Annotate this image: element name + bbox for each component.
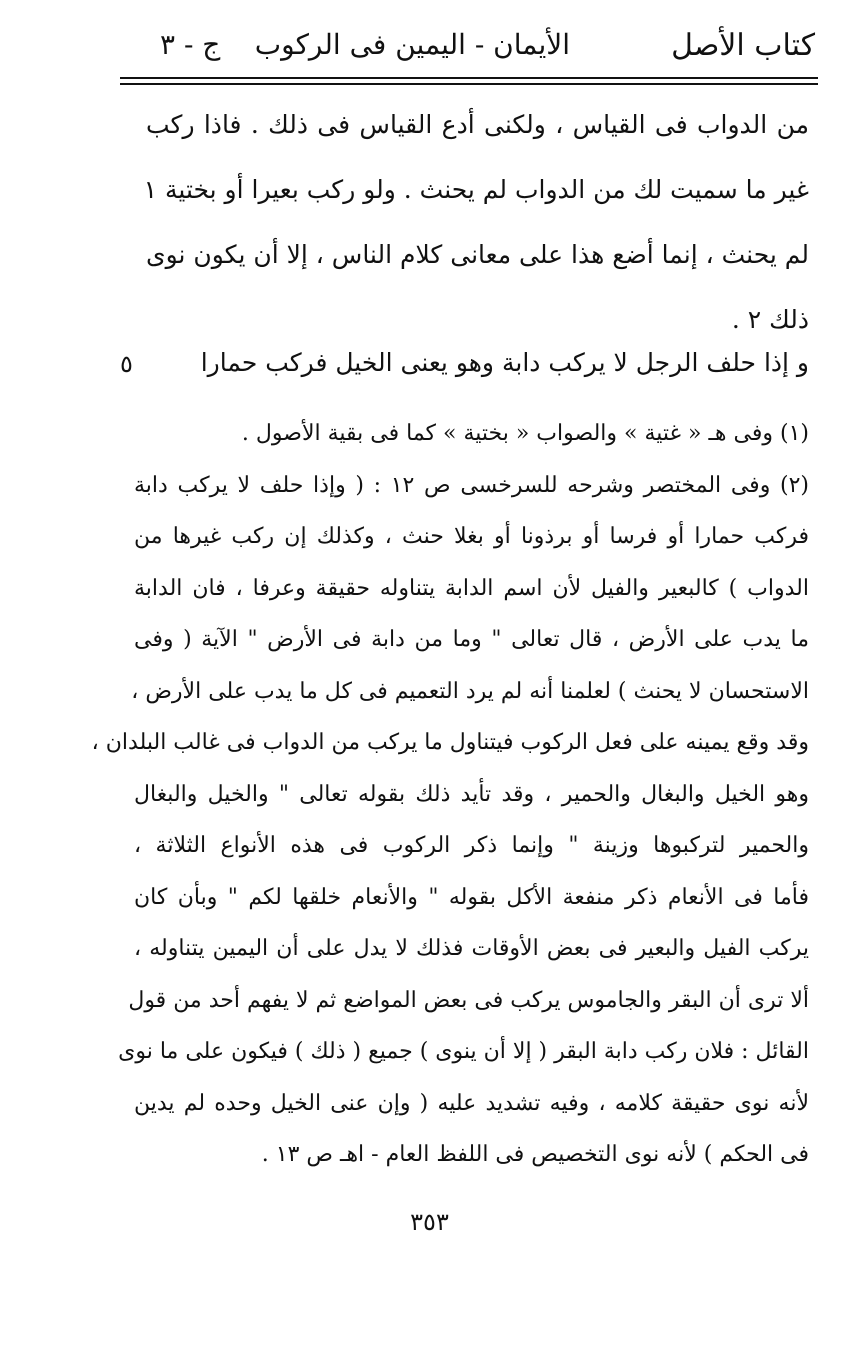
footnote-line: وهو الخيل والبغال والحمير ، وقد تأيد ذلك بقوله تعالى " والخيل والبغال	[134, 781, 809, 807]
header-rule-bottom	[120, 83, 818, 85]
header-rule-top	[120, 77, 818, 79]
main-text-line: ذلك ٢ .	[731, 305, 809, 334]
footnote-line: الاستحسان لا يحنث ) لعلمنا أنه لم يرد التعميم فى كل ما يدب على الأرض ،	[131, 678, 809, 704]
footnote-line: القائل : فلان ركب دابة البقر ( إلا أن ينوى ) جميع ( ذلك ) فيكون على ما نوى	[118, 1039, 809, 1064]
footnote-line: فأما فى الأنعام ذكر منفعة الأكل بقوله " والأنعام خلقها لكم " وبأن كان	[134, 884, 809, 910]
main-text-line: لم يحنث ، إنما أضع هذا على معانى كلام الناس ، إلا أن يكون نوى	[146, 240, 809, 269]
main-text-line: غير ما سميت لك من الدواب لم يحنث . ولو ركب بعيرا أو بختية ١	[143, 175, 809, 204]
footnote-line: يركب الفيل والبعير فى بعض الأوقات فذلك لا يدل على أن اليمين يتناوله ،	[134, 936, 809, 961]
footnote-line: وقد وقع يمينه على فعل الركوب فيتناول ما يركب من الدواب فى غالب البلدان ،	[91, 730, 809, 755]
paragraph-line: و إذا حلف الرجل لا يركب دابة وهو يعنى الخيل فركب حمارا	[200, 348, 809, 377]
main-text-line: من الدواب فى القياس ، ولكنى أدع القياس فى ذلك . فاذا ركب	[146, 110, 809, 139]
footnote-line: (١) وفى هـ « غتية » والصواب « بختية » كما فى بقية الأصول .	[241, 421, 809, 446]
footnotes	[91, 408, 809, 1181]
footnote-line: ألا ترى أن البقر والجاموس يركب فى بعض المواضع ثم لا يفهم أحد من قول	[128, 987, 809, 1013]
footnote-line: فى الحكم ) لأنه نوى التخصيص فى اللفظ العام - اهـ ص ١٣ .	[261, 1142, 809, 1167]
footnote-line: والحمير لتركبوها وزينة " وإنما ذكر الركوب فى هذه الأنواع الثلاثة ،	[134, 833, 809, 858]
footnote-line: فركب حمارا أو فرسا أو برذونا أو بغلا حنث ، وكذلك إن ركب غيرها من	[134, 524, 809, 549]
footnote-line: لأنه نوى حقيقة كلامه ، وفيه تشديد عليه ( وإن عنى الخيل وحده لم يدين	[134, 1090, 809, 1116]
book-title: كتاب الأصل	[671, 28, 815, 63]
footnote-line: (٢) وفى المختصر وشرحه للسرخسى ص ١٢ : ( وإذا حلف لا يركب دابة	[134, 472, 809, 498]
running-header	[120, 22, 815, 72]
line-number: ٥	[120, 350, 133, 378]
footnote-line: ما يدب على الأرض ، قال تعالى " وما من دابة فى الأرض " الآية ( وفى	[134, 627, 809, 652]
main-text	[143, 92, 809, 352]
volume-label: ج - ٣	[160, 28, 221, 61]
footnote-line: الدواب ) كالبعير والفيل لأن اسم الدابة يتناوله حقيقة وعرفا ، فان الدابة	[134, 575, 809, 601]
chapter-title: الأيمان - اليمين فى الركوب	[254, 28, 570, 61]
page-number: ٣٥٣	[410, 1208, 449, 1236]
